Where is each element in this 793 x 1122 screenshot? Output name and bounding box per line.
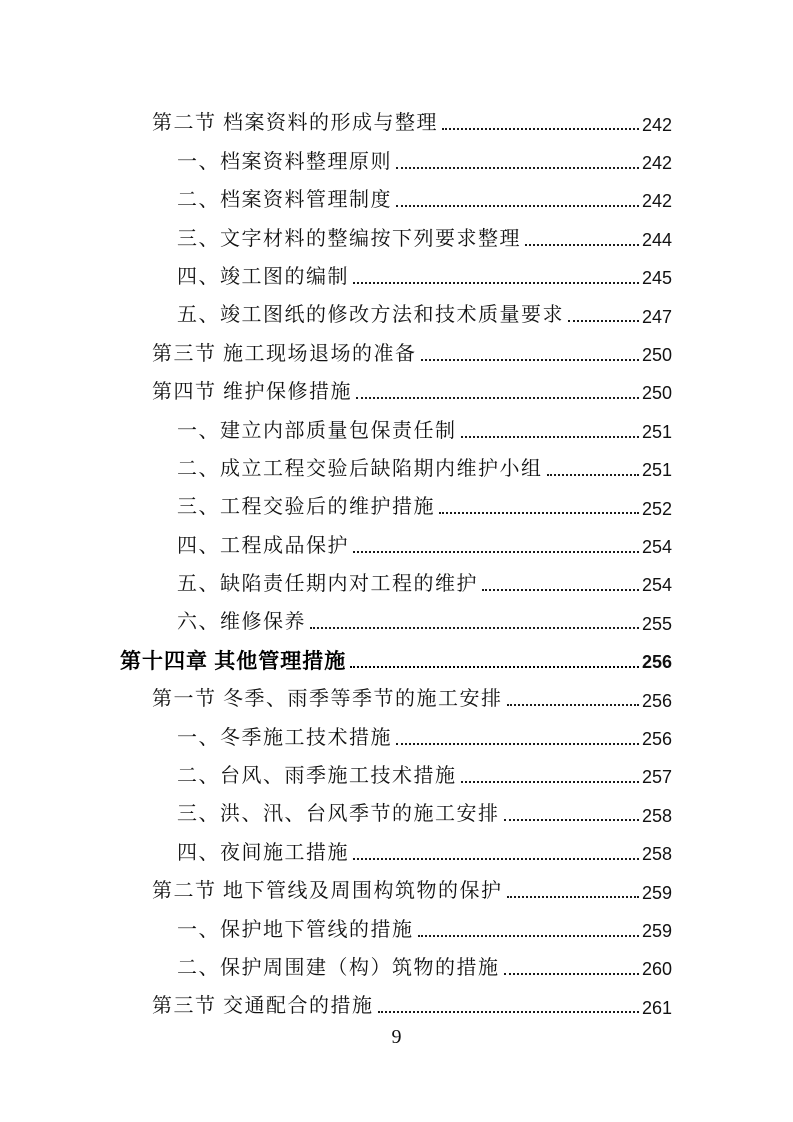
footer-page-number: 9 bbox=[391, 1026, 402, 1048]
toc-entry-label: 一、建立内部质量包保责任制 bbox=[177, 419, 457, 442]
toc-entry[interactable] bbox=[120, 903, 672, 941]
toc-entry-label: 第二节 档案资料的形成与整理 bbox=[152, 112, 438, 135]
dot-leader bbox=[504, 973, 639, 975]
dot-leader bbox=[568, 320, 639, 322]
toc-entry[interactable] bbox=[120, 289, 672, 327]
dot-leader bbox=[378, 1011, 639, 1013]
toc-entry[interactable] bbox=[120, 443, 672, 481]
toc-entry-label: 五、缺陷责任期内对工程的维护 bbox=[177, 573, 478, 596]
toc-entry[interactable] bbox=[120, 673, 672, 711]
toc-entry-label: 四、夜间施工措施 bbox=[177, 841, 349, 864]
dot-leader bbox=[442, 128, 639, 130]
toc-entry[interactable] bbox=[120, 942, 672, 980]
toc-entry[interactable] bbox=[120, 519, 672, 557]
toc-entry-label: 三、洪、汛、台风季节的施工安排 bbox=[177, 803, 500, 826]
toc-entry-page-number: 260 bbox=[641, 959, 672, 980]
dot-leader bbox=[439, 512, 639, 514]
toc-entry-page-number: 256 bbox=[641, 690, 672, 711]
toc-entry-page-number: 250 bbox=[641, 383, 672, 404]
toc-entry-label: 一、保护地下管线的措施 bbox=[177, 918, 414, 941]
toc-entry-page-number: 261 bbox=[641, 997, 672, 1018]
toc-entry-label: 六、维修保养 bbox=[177, 611, 306, 634]
toc-entry-label: 二、成立工程交验后缺陷期内维护小组 bbox=[177, 457, 543, 480]
toc-entry[interactable] bbox=[120, 135, 672, 173]
toc-entry-label: 二、档案资料管理制度 bbox=[177, 189, 392, 212]
toc-entry-page-number: 257 bbox=[641, 767, 672, 788]
toc-entry-label: 三、工程交验后的维护措施 bbox=[177, 496, 435, 519]
dot-leader bbox=[421, 359, 639, 361]
toc-entry-page-number: 242 bbox=[641, 153, 672, 174]
dot-leader bbox=[310, 627, 639, 629]
dot-leader bbox=[507, 704, 639, 706]
toc-entry[interactable] bbox=[120, 596, 672, 634]
toc-entry[interactable] bbox=[120, 826, 672, 864]
toc-entry[interactable] bbox=[120, 174, 672, 212]
toc-entry-page-number: 250 bbox=[641, 345, 672, 366]
dot-leader bbox=[525, 244, 639, 246]
toc-entry[interactable] bbox=[120, 97, 672, 135]
dot-leader bbox=[396, 167, 639, 169]
toc-entry-page-number: 242 bbox=[641, 191, 672, 212]
toc-entry-page-number: 254 bbox=[641, 537, 672, 557]
dot-leader bbox=[461, 436, 639, 438]
dot-leader bbox=[396, 205, 639, 207]
toc-entry-label: 三、文字材料的整编按下列要求整理 bbox=[177, 227, 521, 250]
toc-entry-label: 第十四章 其他管理措施 bbox=[120, 648, 347, 673]
dot-leader bbox=[356, 397, 639, 399]
toc-entry-label: 二、保护周围建（构）筑物的措施 bbox=[177, 956, 500, 979]
dot-leader bbox=[353, 282, 639, 284]
toc-entry-page-number: 242 bbox=[641, 114, 672, 135]
toc-entry[interactable] bbox=[120, 404, 672, 442]
toc-entry-page-number: 251 bbox=[641, 460, 672, 481]
toc-entry-page-number: 244 bbox=[641, 229, 672, 250]
toc-entry-label: 第一节 冬季、雨季等季节的施工安排 bbox=[152, 688, 503, 711]
toc-entry-page-number: 258 bbox=[641, 844, 672, 865]
toc-entry-label: 一、档案资料整理原则 bbox=[177, 150, 392, 173]
toc-entry-chapter[interactable] bbox=[120, 634, 672, 672]
toc-entry-label: 第二节 地下管线及周围构筑物的保护 bbox=[152, 880, 503, 903]
toc-entry-page-number: 252 bbox=[641, 498, 672, 519]
dot-leader bbox=[418, 935, 639, 937]
dot-leader bbox=[504, 819, 639, 821]
toc-entry-page-number: 245 bbox=[641, 268, 672, 289]
toc-entry-page-number: 258 bbox=[641, 805, 672, 826]
dot-leader bbox=[507, 896, 639, 898]
toc-entry-page-number: 254 bbox=[641, 575, 672, 596]
toc-entry[interactable] bbox=[120, 481, 672, 519]
toc-entry-page-number: 247 bbox=[641, 306, 672, 327]
toc-entry-page-number: 259 bbox=[641, 882, 672, 903]
toc-entry-label: 第四节 维护保修措施 bbox=[152, 381, 352, 404]
dot-leader bbox=[461, 781, 639, 783]
toc-entry[interactable] bbox=[120, 366, 672, 404]
dot-leader bbox=[547, 474, 639, 476]
toc-entry-label: 第三节 施工现场退场的准备 bbox=[152, 342, 417, 365]
toc-entry[interactable] bbox=[120, 750, 672, 788]
toc-entry-page-number: 251 bbox=[641, 421, 672, 442]
dot-leader bbox=[350, 666, 639, 668]
toc-entry-label: 二、台风、雨季施工技术措施 bbox=[177, 765, 457, 788]
toc-entry-label: 五、竣工图纸的修改方法和技术质量要求 bbox=[177, 304, 564, 327]
toc-entry[interactable] bbox=[120, 788, 672, 826]
dot-leader bbox=[482, 589, 639, 591]
toc-entry-label: 四、工程成品保护 bbox=[177, 534, 349, 557]
toc-entry-label: 一、冬季施工技术措施 bbox=[177, 726, 392, 749]
dot-leader bbox=[353, 551, 639, 553]
dot-leader bbox=[396, 743, 639, 745]
toc-entry[interactable] bbox=[120, 980, 672, 1018]
toc-entry-page-number: 256 bbox=[641, 728, 672, 749]
toc-entry-page-number: 255 bbox=[641, 613, 672, 634]
toc-entry[interactable] bbox=[120, 865, 672, 903]
toc-entry[interactable] bbox=[120, 711, 672, 749]
toc-entry-label: 第三节 交通配合的措施 bbox=[152, 995, 374, 1018]
toc-entry[interactable] bbox=[120, 212, 672, 250]
dot-leader bbox=[353, 858, 639, 860]
toc-entry-page-number: 259 bbox=[641, 920, 672, 941]
toc-entry[interactable] bbox=[120, 558, 672, 596]
table-of-contents bbox=[120, 97, 672, 1018]
toc-entry-label: 四、竣工图的编制 bbox=[177, 265, 349, 288]
toc-entry[interactable] bbox=[120, 327, 672, 365]
toc-entry-page-number: 256 bbox=[641, 652, 672, 673]
toc-entry[interactable] bbox=[120, 251, 672, 289]
